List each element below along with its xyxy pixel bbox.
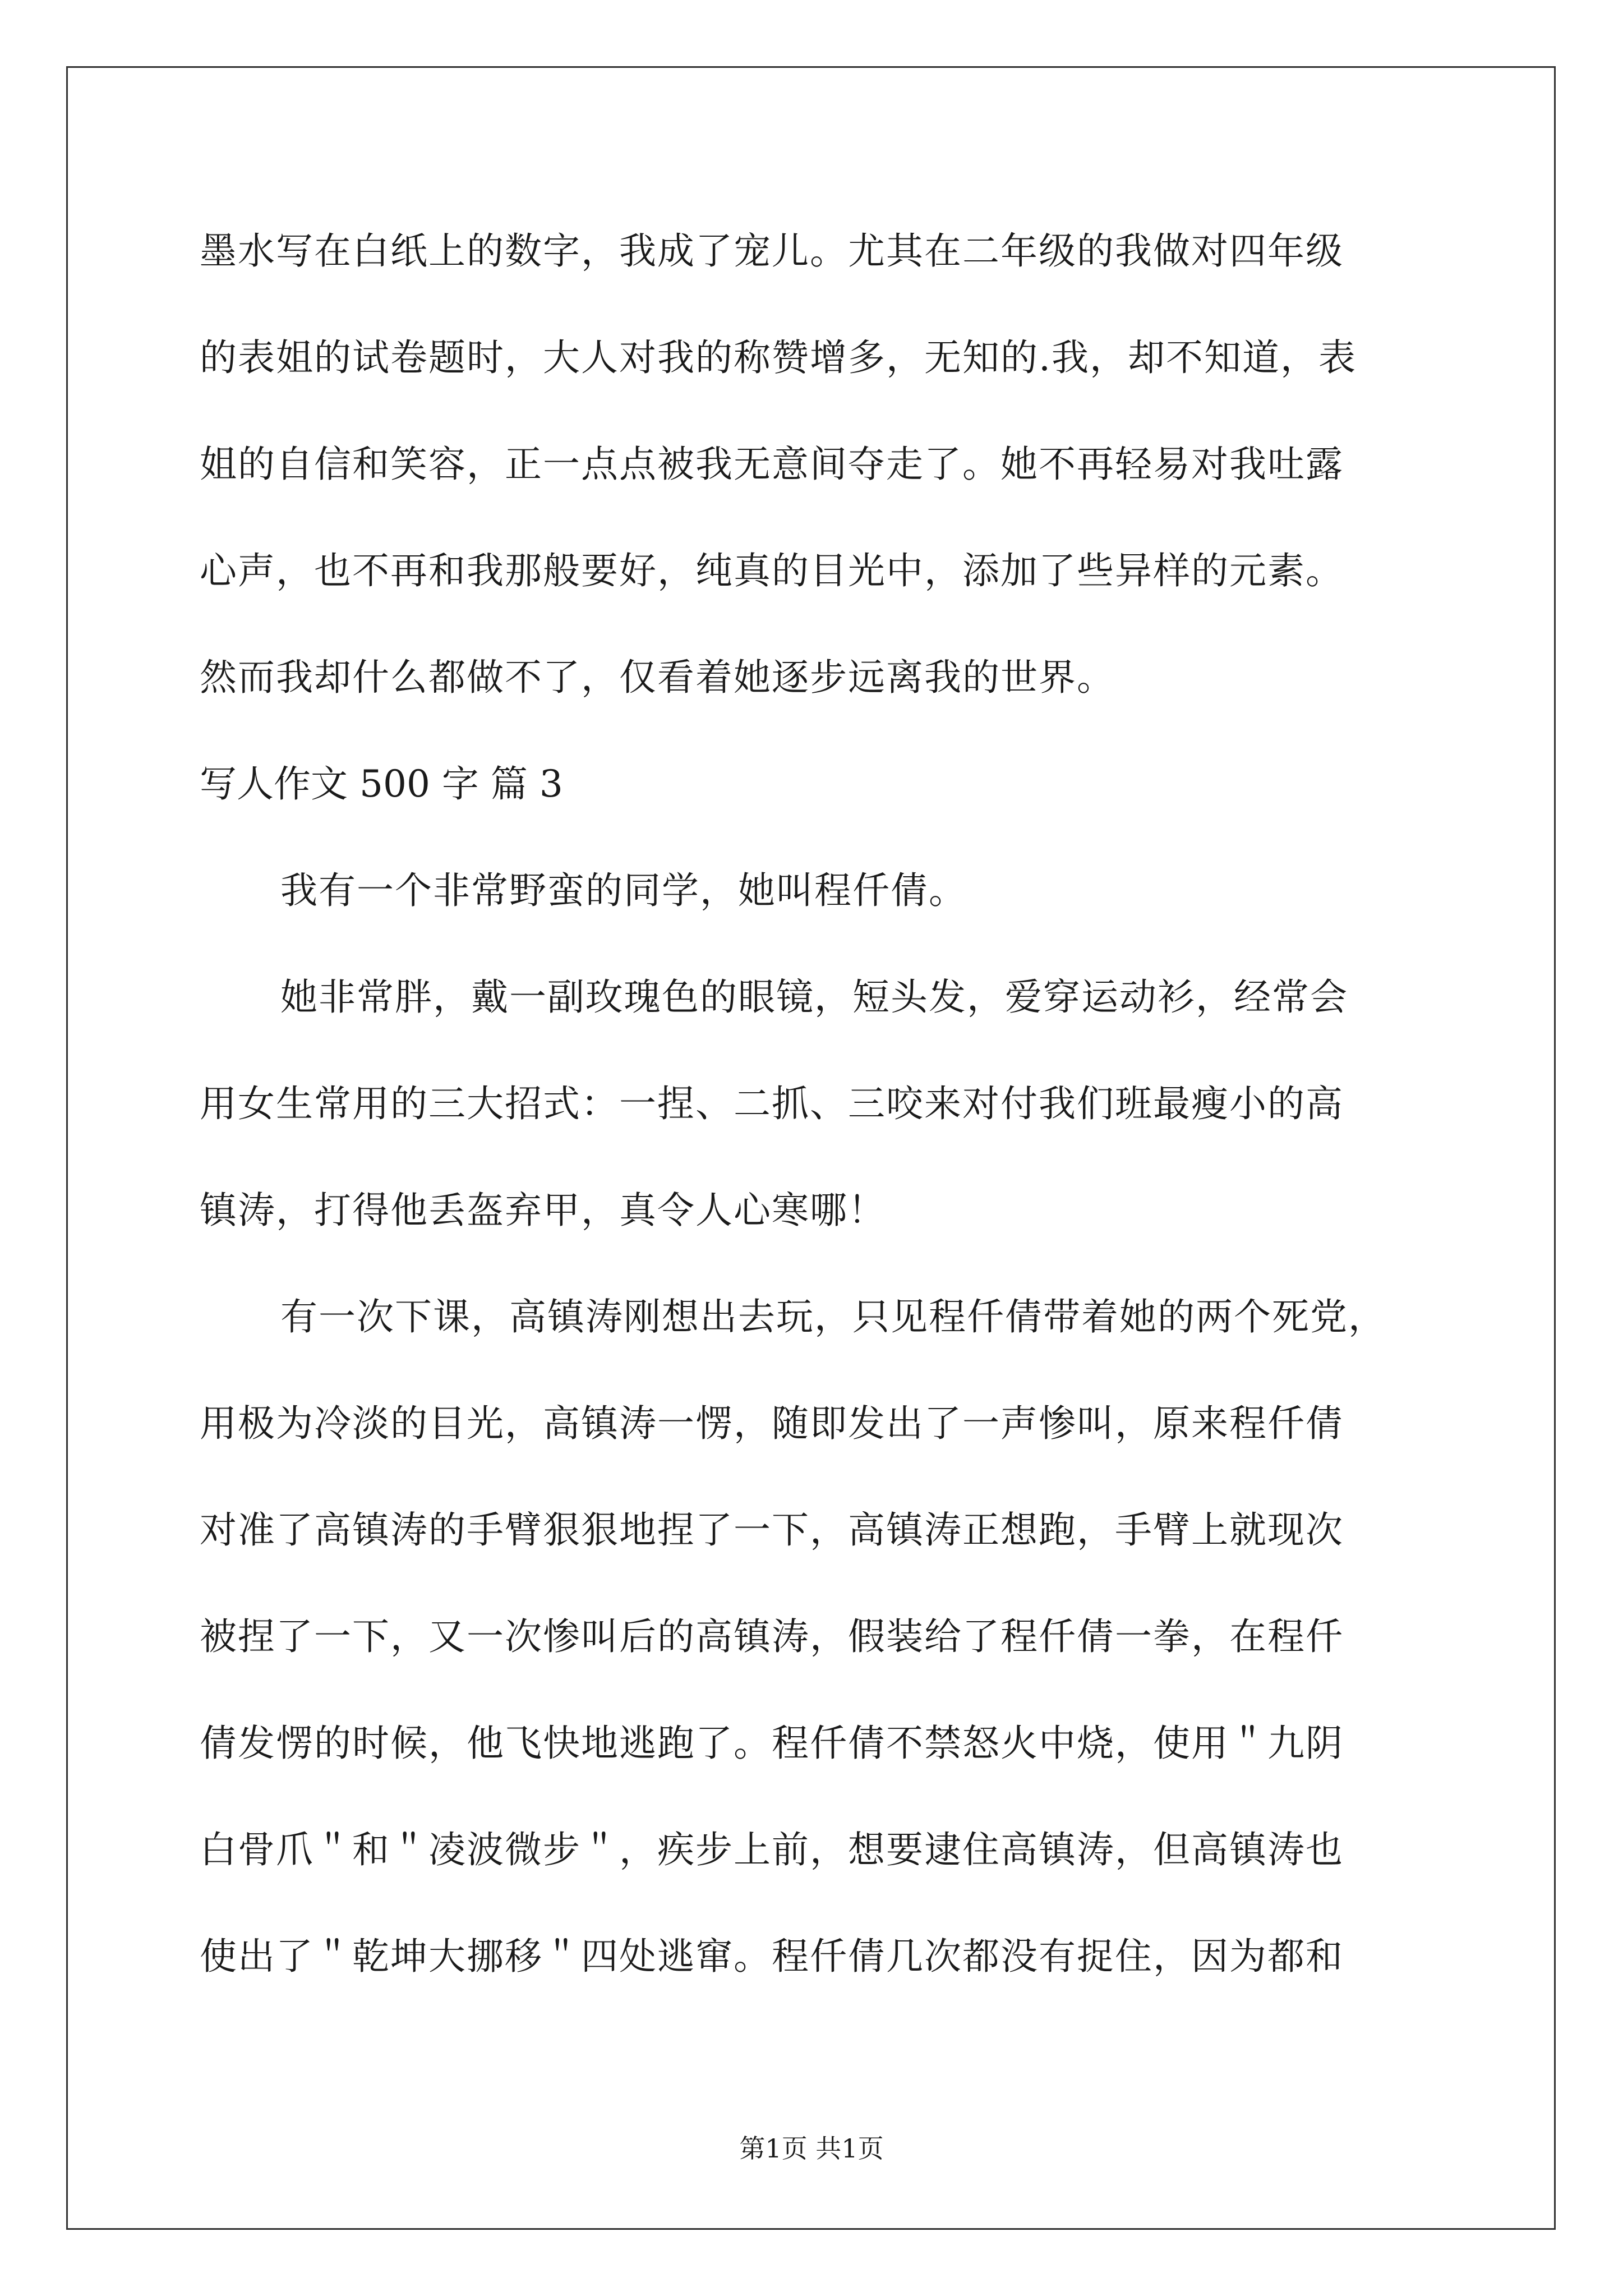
text-line: 用女生常用的三大招式：一捏、二抓、三咬来对付我们班最瘦小的高: [200, 1082, 1344, 1125]
page-border: [66, 66, 1556, 2230]
text-line: 白骨爪＂和＂凌波微步＂，疾步上前，想要逮住高镇涛，但高镇涛也: [200, 1828, 1344, 1871]
paragraph-first-line: 有一次下课，高镇涛刚想出去玩，只见程仟倩带着她的两个死党，: [280, 1295, 1386, 1338]
page-number-footer: 第1页 共1页: [739, 2133, 884, 2164]
text-line: 墨水写在白纸上的数字，我成了宠儿。尤其在二年级的我做对四年级: [200, 229, 1344, 273]
section-heading: 写人作文 500 字 篇 3: [200, 762, 563, 806]
text-line: 使出了＂乾坤大挪移＂四处逃窜。程仟倩几次都没有捉住，因为都和: [200, 1935, 1344, 1978]
paragraph-first-line: 我有一个非常野蛮的同学，她叫程仟倩。: [280, 869, 967, 912]
text-line: 倩发愣的时候，他飞快地逃跑了。程仟倩不禁怒火中烧，使用＂九阴: [200, 1722, 1344, 1765]
text-line: 姐的自信和笑容，正一点点被我无意间夺走了。她不再轻易对我吐露: [200, 443, 1344, 486]
text-line: 镇涛，打得他丢盔弃甲，真令人心寒哪！: [200, 1189, 886, 1232]
text-line: 对准了高镇涛的手臂狠狠地捏了一下，高镇涛正想跑，手臂上就现次: [200, 1508, 1344, 1552]
text-line: 然而我却什么都做不了，仅看着她逐步远离我的世界。: [200, 656, 1115, 699]
paragraph-first-line: 她非常胖，戴一副玫瑰色的眼镜，短头发，爱穿运动衫，经常会: [280, 976, 1348, 1019]
text-line: 被捏了一下，又一次惨叫后的高镇涛，假装给了程仟倩一拳，在程仟: [200, 1615, 1344, 1658]
text-line: 的表姐的试卷题时，大人对我的称赞增多，无知的.我，却不知道，表: [200, 336, 1357, 379]
text-line: 用极为冷淡的目光，高镇涛一愣，随即发出了一声惨叫，原来程仟倩: [200, 1402, 1344, 1445]
text-line: 心声，也不再和我那般要好，纯真的目光中，添加了些异样的元素。: [200, 549, 1344, 592]
